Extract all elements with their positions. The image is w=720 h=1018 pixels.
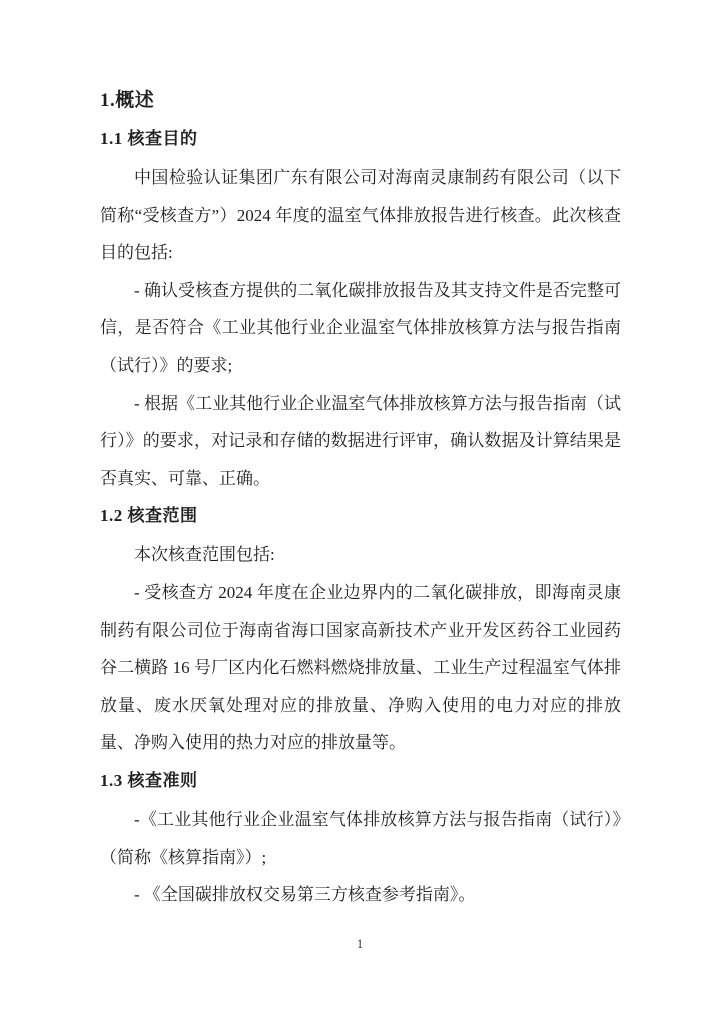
page-number: 1	[356, 936, 364, 951]
subsection-heading-verification-purpose: 1.1 核查目的	[100, 129, 198, 148]
subsection-heading-verification-criteria: 1.3 核查准则	[100, 770, 198, 790]
section-heading-overview: 1.概述	[100, 90, 155, 111]
paragraph-purpose-bullet-review-data: - 根据《工业其他行业企业温室气体排放核算方法与报告指南（试行）》的要求，对记录和存储的数据进行评审，确认数据及计算结果是否真实、可靠、正确。	[100, 393, 621, 488]
paragraph-purpose-bullet-confirm-report: - 确认受核查方提供的二氧化碳排放报告及其支持文件是否完整可信，是否符合《工业其他行业企业温室气体排放核算方法与报告指南（试行）》的要求;	[100, 280, 621, 375]
document-content	[100, 88, 621, 914]
paragraph-criteria-bullet-reference-guideline: - 《全国碳排放权交易第三方核查参考指南》。	[134, 885, 476, 905]
paragraph-purpose-intro: 中国检验认证集团广东有限公司对海南灵康制药有限公司（以下简称“受核查方”）2024 年度的温室气体排放报告进行核查。此次核查目的包括:	[100, 168, 621, 263]
paragraph-criteria-bullet-accounting-guideline: -《工业其他行业企业温室气体排放核算方法与报告指南（试行）》（简称《核算指南》）;	[100, 809, 621, 867]
paragraph-scope-intro: 本次核查范围包括:	[134, 545, 275, 565]
paragraph-scope-bullet-emissions-detail: - 受核查方 2024 年度在企业边界内的二氧化碳排放，即海南灵康制药有限公司位于海南省海口国家高新技术产业开发区药谷工业园药谷二横路 16 号厂区内化石燃料燃烧排放量、工业生产过程温室气体排放量、废水厌氧处理对应的排放量、净购入使用的电力对应的排放量、净购入使用的热力对应的排放量等。	[100, 582, 621, 753]
subsection-heading-verification-scope: 1.2 核查范围	[100, 506, 198, 526]
